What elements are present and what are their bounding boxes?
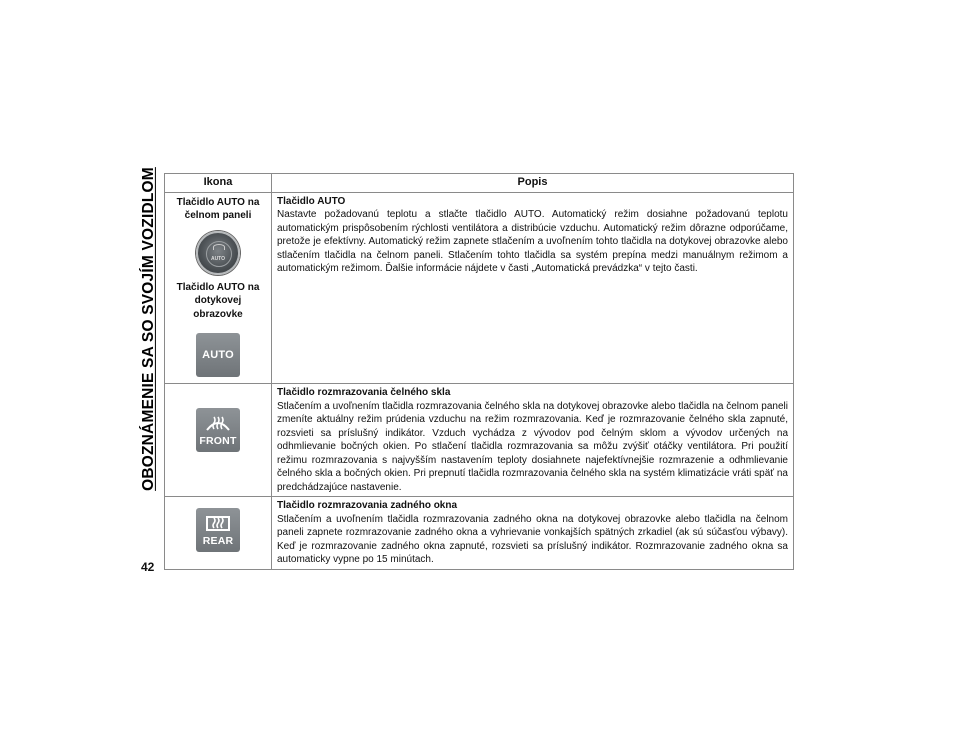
section-side-title: [139, 167, 159, 491]
auto-knob-icon: [196, 231, 240, 275]
description-cell: [272, 384, 794, 497]
front-defrost-label: FRONT: [199, 434, 237, 447]
table-row-auto: [165, 192, 794, 384]
description-title: Tlačidlo rozmrazovania čelného skla: [277, 387, 451, 398]
section-side-title-text: OBOZNÁMENIE SA SO SVOJÍM VOZIDLOM: [140, 167, 157, 491]
table-row-rear-defrost: [165, 497, 794, 570]
description-title: Tlačidlo rozmrazovania zadného okna: [277, 500, 458, 511]
header-icon: Ikona: [165, 174, 272, 193]
description-text: Stlačením a uvoľnením tlačidla rozmrazovania čelného skla na dotykovej obrazovke alebo tlačidla na čelnom paneli zmeníte aktuálny režim prúdenia vzduchu na režim rozmrazovania. Keď je rozmrazovanie čelného skla zapnuté, rozsvieti sa príslušný indikátor. Vzduch vychádza z vývodov pod čelným sklom a vývodov určených na odhmlievanie bočných okien. Po stlačení tlačidla rozmrazovania sa môžu zvýšiť otáčky ventilátora. Pri použití režimu rozmrazovania s najvyšším nastavením teploty dosiahnete najefektívnejšie rozmrazenie a odhmlievanie čelného skla a bočných okien. Pri prepnutí tlačidla rozmrazovania čelného skla na systém klimatizácie vráti späť na predchádzajúce nastavenie.: [277, 400, 788, 493]
description-text: Nastavte požadovanú teplotu a stlačte tlačidlo AUTO. Automatický režim dosiahne požadovanú teplotu automatickým prispôsobením rýchlosti ventilátora a distribúcie vzduchu. Automatický režim dôrazne odporúčame, pretože je efektívny. Automatický režim zapnete stlačením a uvoľnením tohto tlačidla na dotykovej obrazovke alebo stlačením tlačidla na čelnom paneli. Stlačením tohto tlačidla sa systém prepína medzi manuálnym režimom a automatickým režimom. Ďalšie informácie nájdete v časti „Automatická prevádzka“ v tejto časti.: [277, 209, 788, 274]
auto-knob-label: AUTO: [210, 255, 226, 262]
icon-cell: [165, 192, 272, 384]
auto-button-label: AUTO: [202, 348, 234, 361]
description-cell: [272, 497, 794, 570]
controls-table: [164, 173, 794, 570]
table-row-front-defrost: [165, 384, 794, 497]
header-description: Popis: [272, 174, 794, 193]
windshield-icon: [205, 414, 231, 434]
rear-window-icon: [205, 514, 231, 534]
description-title: Tlačidlo AUTO: [277, 195, 346, 207]
rear-defrost-label: REAR: [202, 534, 234, 547]
description-cell: [272, 192, 794, 384]
table-header-row: [165, 174, 794, 193]
icon-cell: [165, 497, 272, 570]
icon-label-touchscreen: Tlačidlo AUTO na dotykovej obrazovke: [176, 281, 260, 320]
auto-button-icon: [196, 333, 240, 377]
icon-cell: [165, 384, 272, 497]
front-defrost-icon: [196, 408, 240, 452]
description-text: Stlačením a uvoľnením tlačidla rozmrazovania zadného okna na dotykovej obrazovke alebo tlačidla na čelnom paneli zapnete rozmrazovanie zadného okna a vyhrievanie vonkajších spätných zrkadiel (ak sú súčasťou výbavy). Keď je rozmrazovanie zadného okna zapnuté, rozsvieti sa príslušný indikátor. Rozmrazovanie zadného okna sa automaticky vypne po 15 minútach.: [277, 513, 788, 565]
icon-label-panel: Tlačidlo AUTO na čelnom paneli: [176, 196, 260, 221]
rear-defrost-icon: [196, 508, 240, 552]
page-number: 42: [141, 560, 155, 574]
